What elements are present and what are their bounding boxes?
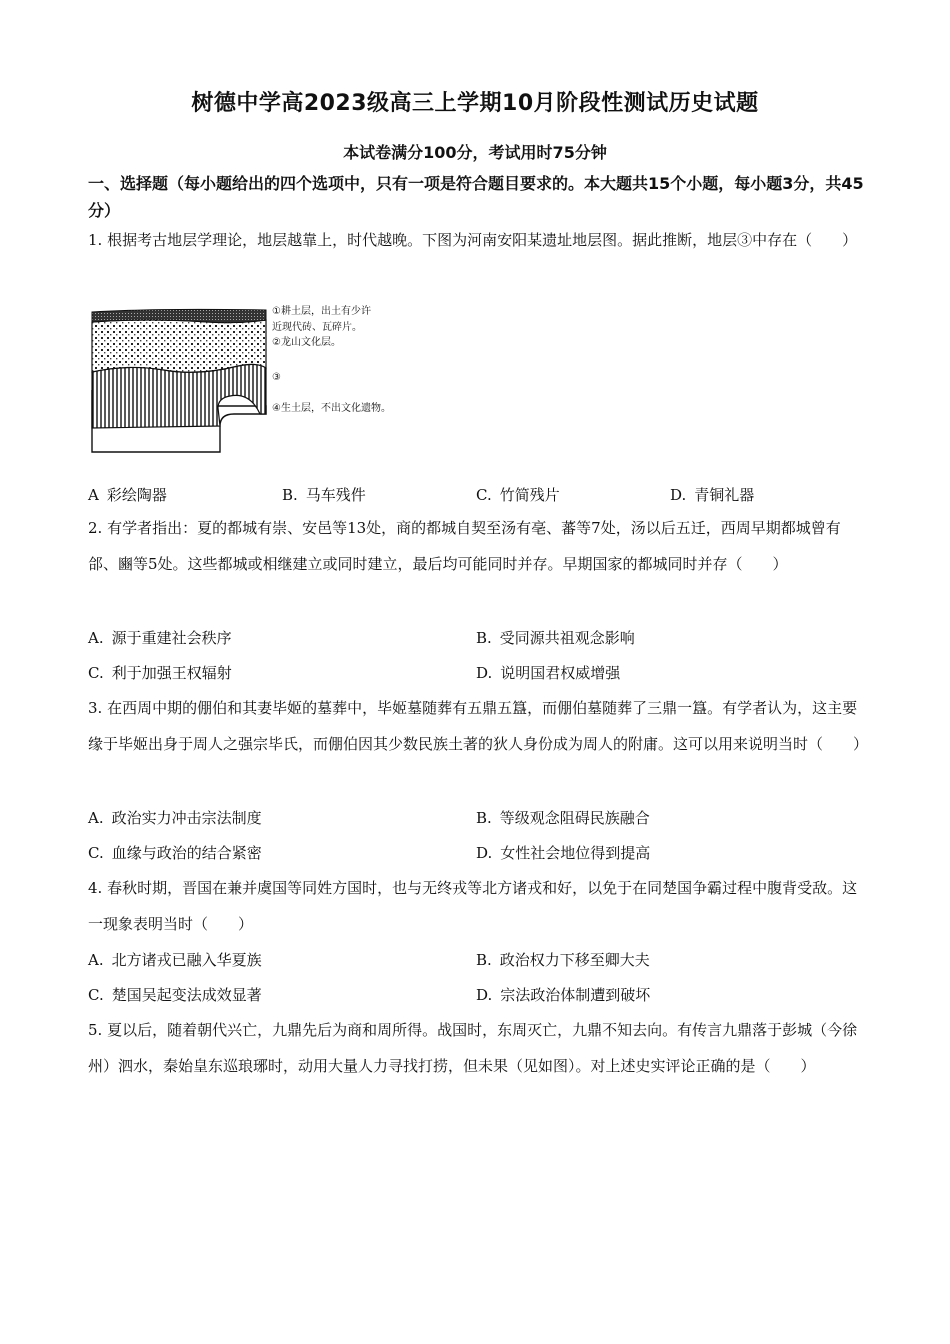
q2-option-a[interactable]: [88, 626, 232, 650]
q4-option-d[interactable]: [476, 983, 650, 1007]
figure-label-1b: 近现代砖、瓦碎片。: [272, 322, 362, 333]
q4-option-a[interactable]: [88, 948, 262, 972]
option-text: 说明国君权威增强: [500, 664, 621, 682]
option-label: D.: [670, 486, 687, 504]
option-label: A.: [88, 629, 104, 647]
option-label: C.: [88, 986, 104, 1004]
option-label: B.: [476, 951, 492, 969]
option-label: D.: [476, 986, 493, 1004]
option-text: 政治实力冲击宗法制度: [111, 809, 262, 827]
section-heading: 一、选择题（每小题给出的四个选项中，只有一项是符合题目要求的。本大题共15个小题，每小题3分，共45分）: [88, 174, 864, 220]
question-5-stem: 5. 夏以后，随着朝代兴亡，九鼎先后为商和周所得。战国时，东周灭亡，九鼎不知去向。有传言九鼎落于彭城（今徐州）泗水，秦始皇东巡琅琊时，动用大量人力寻找打捞，但未果（见如图）。对上述史实评论正确的是（ ）: [88, 1021, 858, 1075]
layer-2: [92, 320, 266, 372]
option-text: 彩绘陶器: [106, 486, 167, 504]
option-text: 竹简残片: [499, 486, 560, 504]
option-label: B.: [476, 809, 492, 827]
exam-info: 本试卷满分100分，考试用时75分钟: [343, 143, 607, 162]
figure-label-2: ②龙山文化层。: [272, 337, 341, 348]
option-label: C.: [88, 664, 104, 682]
figure-label-3: ③: [272, 372, 281, 383]
layer-1: [92, 309, 266, 322]
option-label: B.: [282, 486, 298, 504]
q3-option-c[interactable]: [88, 841, 262, 865]
option-text: 马车残件: [305, 486, 366, 504]
figure-label-1a: ①耕土层，出土有少许: [272, 306, 371, 317]
option-text: 利于加强王权辐射: [111, 664, 232, 682]
q4-option-c[interactable]: [88, 983, 262, 1007]
q2-option-d[interactable]: [476, 661, 620, 685]
option-text: 楚国吴起变法成效显著: [111, 986, 262, 1004]
option-label: C.: [476, 486, 492, 504]
q4-option-b[interactable]: [476, 948, 650, 972]
question-4-stem: 4. 春秋时期，晋国在兼并虞国等同姓方国时，也与无终戎等北方诸戎和好，以免于在同楚国争霸过程中腹背受敌。这一现象表明当时（ ）: [88, 879, 858, 933]
option-text: 北方诸戎已融入华夏族: [111, 951, 262, 969]
question-3-stem: 3. 在西周中期的倗伯和其妻毕姬的墓葬中，毕姬墓随葬有五鼎五簋，而倗伯墓随葬了三鼎一簋。有学者认为，这主要缘于毕姬出身于周人之强宗毕氏，而倗伯因其少数民族土著的狄人身份成为周人的附庸。这可以用来说明当时（ ）: [88, 699, 869, 753]
q3-option-b[interactable]: [476, 806, 650, 830]
option-text: 宗法政治体制遭到破坏: [500, 986, 651, 1004]
option-label: A.: [88, 809, 104, 827]
q2-option-c[interactable]: [88, 661, 232, 685]
option-text: 受同源共祖观念影响: [499, 629, 635, 647]
page-title: 树德中学高2023级高三上学期10月阶段性测试历史试题: [191, 91, 759, 116]
q1-option-c[interactable]: [476, 483, 560, 507]
option-text: 青铜礼器: [694, 486, 755, 504]
option-label: D.: [476, 844, 493, 862]
option-text: 源于重建社会秩序: [111, 629, 232, 647]
stratigraphy-diagram: [88, 300, 418, 460]
option-label: B.: [476, 629, 492, 647]
option-text: 政治权力下移至卿大夫: [499, 951, 650, 969]
option-label: C.: [88, 844, 104, 862]
figure-label-4: ④生土层，不出文化遗物。: [272, 403, 391, 414]
option-label: A: [88, 486, 99, 504]
question-2-stem: 2. 有学者指出：夏的都城有崇、安邑等13处，商的都城自契至汤有亳、蕃等7处，汤以后五迁，西周早期都城曾有郃、豳等5处。这些都城或相继建立或同时建立，最后均可能同时并存。早期国家的都城同时并存（ ）: [88, 519, 841, 573]
layer-3: [92, 364, 266, 428]
option-text: 等级观念阻碍民族融合: [499, 809, 650, 827]
question-1-stem: 1. 根据考古地层学理论，地层越靠上，时代越晚。下图为河南安阳某遗址地层图。据此推断，地层③中存在（ ）: [88, 231, 858, 249]
option-text: 女性社会地位得到提高: [500, 844, 651, 862]
q1-option-d[interactable]: [670, 483, 754, 507]
q3-option-d[interactable]: [476, 841, 650, 865]
option-label: A.: [88, 951, 104, 969]
q3-option-a[interactable]: [88, 806, 262, 830]
q2-option-b[interactable]: [476, 626, 635, 650]
option-text: 血缘与政治的结合紧密: [111, 844, 262, 862]
q1-option-a[interactable]: [88, 483, 167, 507]
q1-option-b[interactable]: [282, 483, 366, 507]
option-label: D.: [476, 664, 493, 682]
